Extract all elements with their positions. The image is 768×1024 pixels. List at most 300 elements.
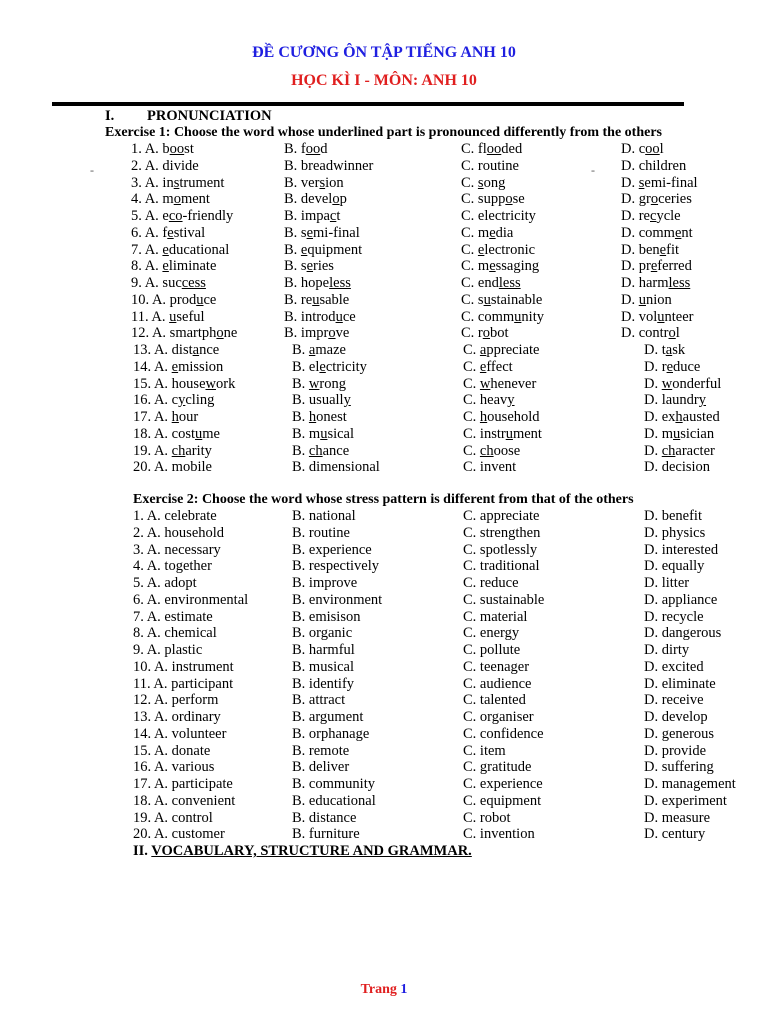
question-row <box>0 759 768 776</box>
page-number: 1 <box>400 982 408 997</box>
underlined-part: e <box>674 224 682 241</box>
option-b <box>284 208 340 225</box>
underlined-part: u <box>638 291 646 308</box>
option-a <box>131 275 206 292</box>
word-part: -friendly <box>182 208 234 224</box>
underlined-part: e <box>167 224 174 241</box>
word-part: C. <box>463 409 480 425</box>
option-b <box>292 409 347 426</box>
option-b <box>284 158 373 175</box>
question-row <box>0 793 768 810</box>
underlined-part: u <box>195 425 203 442</box>
underlined-part: oo <box>645 141 660 157</box>
underlined-part: y <box>178 392 186 409</box>
option-d <box>621 225 693 242</box>
underlined-part: e <box>171 358 179 375</box>
option-b: B. distance <box>292 809 357 826</box>
word-part: C. heav <box>463 392 508 409</box>
word-part: dia <box>495 224 514 241</box>
option-b: B. orphanage <box>292 725 370 742</box>
option-a <box>131 158 199 175</box>
option-a <box>131 242 229 259</box>
option-b: B. musical <box>292 658 355 675</box>
word-part: D. harm <box>621 275 669 291</box>
option-d <box>621 175 698 192</box>
word-part: ctricity <box>325 358 367 375</box>
underlined-part: h <box>675 409 683 425</box>
section-heading-pronunciation <box>105 108 272 125</box>
underlined-part: e <box>489 224 496 241</box>
option-c <box>463 359 513 376</box>
underlined-part: ch <box>661 442 676 459</box>
word-part: 1. A. b <box>131 141 170 157</box>
word-part: ong <box>483 174 506 191</box>
word-part: ycle <box>656 208 681 224</box>
option-a: 12. A. perform <box>133 692 219 709</box>
word-part: B. <box>284 241 301 258</box>
option-b <box>292 426 354 443</box>
word-part: ceries <box>658 191 692 208</box>
option-c <box>461 292 542 309</box>
underlined-part: u <box>320 425 328 442</box>
word-part: arity <box>185 442 212 459</box>
underlined-part: e <box>306 258 314 275</box>
option-d <box>621 325 680 342</box>
question-row <box>0 409 768 426</box>
exercise-2-title: Exercise 2: Choose the word whose stress pattern is different from that of the others <box>133 492 634 507</box>
word-part: B. impr <box>284 325 329 342</box>
word-part: C. electricity <box>461 208 536 224</box>
word-part: C. <box>463 442 480 459</box>
question-row <box>0 592 768 609</box>
underlined-part: s <box>638 174 645 191</box>
option-d: D. physics <box>644 524 706 541</box>
underlined-part: a <box>192 342 200 358</box>
question-row <box>0 191 768 208</box>
option-d: D. recycle <box>644 608 704 625</box>
question-row <box>0 642 768 659</box>
word-part: C. instr <box>463 425 506 442</box>
underlined-part: ch <box>479 442 494 459</box>
underlined-part: less <box>329 275 351 291</box>
option-d <box>644 376 721 393</box>
word-part: sician <box>680 425 715 442</box>
option-d: D. litter <box>644 575 690 591</box>
question-row <box>0 426 768 443</box>
question-row <box>0 810 768 827</box>
option-d: D. excited <box>644 658 704 675</box>
word-part: nce <box>199 342 220 358</box>
underlined-part: oo <box>305 141 321 157</box>
option-b: B. emisison <box>292 608 361 625</box>
option-b: B. national <box>292 508 356 524</box>
underlined-part: oo <box>169 141 185 157</box>
word-part: 5. A. e <box>131 208 169 224</box>
option-b <box>284 191 347 208</box>
word-part: lectronic <box>484 241 536 258</box>
underlined-part: ch <box>308 442 323 459</box>
word-part: 6. A. f <box>131 224 168 241</box>
option-a <box>131 191 210 208</box>
underlined-part: e <box>666 358 673 375</box>
word-part: 2. A. divide <box>131 157 199 174</box>
question-row <box>0 609 768 626</box>
option-a <box>131 258 216 275</box>
option-d: D. experiment <box>644 792 727 809</box>
question-row <box>0 625 768 642</box>
question-row <box>0 659 768 676</box>
option-b: B. respectively <box>292 558 379 575</box>
option-c <box>461 175 505 192</box>
word-part: d <box>320 141 328 157</box>
option-c <box>461 208 536 225</box>
option-c: C. invention <box>463 826 535 843</box>
option-b <box>284 258 334 275</box>
underlined-part: e <box>659 241 667 258</box>
option-b <box>284 325 349 342</box>
word-part: 11. A. <box>131 308 170 325</box>
underlined-part: h <box>479 409 488 425</box>
option-b <box>292 342 346 359</box>
option-c: C. traditional <box>463 558 540 575</box>
option-d: D. measure <box>644 809 711 826</box>
option-d: D. interested <box>644 541 719 558</box>
option-c: C. pollute <box>463 642 521 658</box>
option-a: 5. A. adopt <box>133 575 197 591</box>
word-part: B. <box>292 375 309 392</box>
question-row <box>0 242 768 259</box>
word-part: 10. A. prod <box>131 291 197 308</box>
underlined-part: o <box>505 191 513 208</box>
option-d <box>621 141 664 158</box>
underlined-part: c <box>329 208 337 224</box>
option-c: C. appreciate <box>463 508 540 524</box>
option-c <box>461 258 539 275</box>
option-a <box>133 426 220 443</box>
underlined-part: y <box>343 392 351 409</box>
underlined-part: s <box>173 174 180 191</box>
option-c <box>463 376 536 393</box>
question-row <box>0 676 768 693</box>
underlined-part: o <box>328 325 336 342</box>
option-a <box>131 292 216 309</box>
word-part: C. end <box>461 275 499 291</box>
word-part: ppreciate <box>486 342 540 358</box>
underlined-part: e <box>319 358 326 375</box>
word-part: ion <box>325 174 344 191</box>
underlined-part: oo <box>486 141 502 157</box>
title-divider <box>52 102 684 106</box>
word-part: D. children <box>621 157 687 174</box>
option-b: B. argument <box>292 709 364 725</box>
underlined-part: u <box>483 291 491 308</box>
option-c <box>463 443 520 460</box>
option-b <box>284 292 349 309</box>
section-number: I. <box>105 108 115 124</box>
word-part: ve <box>335 325 350 342</box>
underlined-part: e <box>300 241 308 258</box>
word-part: nt <box>681 224 693 241</box>
word-part: me <box>202 425 220 442</box>
word-part: D. t <box>644 342 666 358</box>
option-c <box>463 426 542 443</box>
underlined-part: u <box>514 308 522 325</box>
word-part: D. m <box>644 425 673 442</box>
question-row <box>0 275 768 292</box>
option-c: C. audience <box>463 675 532 692</box>
underlined-part: u <box>196 291 204 308</box>
question-row <box>0 508 768 525</box>
word-part: ance <box>322 442 350 459</box>
option-b: B. educational <box>292 792 376 809</box>
question-row <box>0 258 768 275</box>
option-d <box>621 158 686 175</box>
footer-label: Trang <box>360 982 397 997</box>
word-part: B. <box>292 342 309 358</box>
option-a <box>133 342 219 359</box>
question-row <box>0 776 768 793</box>
option-b <box>284 225 360 242</box>
option-c <box>463 409 540 426</box>
option-c: C. confidence <box>463 725 544 742</box>
word-part: B. devel <box>284 191 333 208</box>
option-a: 13. A. ordinary <box>133 709 221 725</box>
section-title: VOCABULARY, STRUCTURE AND GRAMMAR. <box>151 843 472 859</box>
option-c: C. teenager <box>463 658 530 675</box>
underlined-part: u <box>169 308 177 325</box>
word-part: D. pr <box>621 258 651 275</box>
option-d <box>621 208 681 225</box>
underlined-part: u <box>312 291 320 308</box>
word-part: D. <box>621 291 639 308</box>
option-d <box>644 409 720 426</box>
word-part: C. m <box>461 224 490 241</box>
word-part: D. comm <box>621 224 675 241</box>
word-part: B. <box>292 409 309 425</box>
word-part: nion <box>645 291 672 308</box>
word-part: ce <box>342 308 356 325</box>
option-a <box>131 225 205 242</box>
word-part: stival <box>173 224 206 241</box>
word-part: sable <box>319 291 350 308</box>
underlined-part: e <box>650 258 658 275</box>
option-a: 19. A. control <box>133 809 213 826</box>
word-part: D. re <box>621 208 650 224</box>
word-part: B. dimensional <box>292 459 380 476</box>
word-part: 18. A. cost <box>133 425 196 442</box>
word-part: mission <box>178 358 224 375</box>
option-b <box>292 459 380 476</box>
word-part: 8. A. <box>131 258 163 275</box>
option-b: B. community <box>292 776 375 792</box>
word-part: aracter <box>675 442 715 459</box>
word-part: B. introd <box>284 308 336 325</box>
word-part: onest <box>316 409 347 425</box>
section-title: PRONUNCIATION <box>147 108 272 124</box>
word-part: C. fl <box>461 141 487 157</box>
underlined-part: e <box>477 241 485 258</box>
option-b: B. remote <box>292 742 350 759</box>
word-part: st <box>184 141 194 157</box>
option-b: B. routine <box>292 524 350 541</box>
word-part: B. hope <box>284 275 330 291</box>
word-part: B. f <box>284 141 306 157</box>
option-c <box>461 242 535 259</box>
option-b: B. attract <box>292 692 346 709</box>
underlined-part: y <box>507 392 515 409</box>
word-part: breadwinner <box>300 157 374 174</box>
option-d: D. benefit <box>644 508 702 524</box>
word-part: ce <box>203 291 217 308</box>
option-a: 7. A. estimate <box>133 608 213 625</box>
option-c: C. talented <box>463 692 526 709</box>
stray-mark: - <box>90 163 94 177</box>
option-c <box>461 191 525 208</box>
word-part: ducational <box>168 241 230 258</box>
word-part: 19. A. <box>133 442 172 459</box>
option-a <box>131 325 237 342</box>
option-c: C. experience <box>463 776 543 792</box>
word-part: sical <box>327 425 355 442</box>
underlined-part: ch <box>171 442 186 459</box>
underlined-part: y <box>698 392 707 409</box>
option-b <box>292 376 346 393</box>
underlined-part: o <box>332 191 340 208</box>
question-row <box>0 743 768 760</box>
word-part: C. s <box>461 291 484 308</box>
option-a: 17. A. participate <box>133 776 233 792</box>
word-part: ment <box>180 191 210 208</box>
underlined-part: e <box>489 258 496 275</box>
option-d: D. century <box>644 826 706 843</box>
question-row <box>0 542 768 559</box>
question-row <box>0 826 768 843</box>
option-a: 20. A. customer <box>133 826 225 843</box>
option-c <box>463 342 540 359</box>
option-d: D. dirty <box>644 642 690 658</box>
underlined-part: less <box>668 275 691 291</box>
option-d <box>644 392 706 409</box>
option-d <box>621 191 692 208</box>
option-c: C. strengthen <box>463 524 541 541</box>
option-d <box>644 342 685 359</box>
option-a: 8. A. chemical <box>133 625 217 642</box>
option-a <box>131 208 233 225</box>
question-row <box>0 141 768 158</box>
option-d <box>644 443 715 460</box>
word-part: t <box>336 208 341 224</box>
word-part: C. supp <box>461 191 506 208</box>
option-c: C. robot <box>463 809 511 826</box>
underlined-part: e <box>306 224 314 241</box>
word-part: B. m <box>292 425 321 442</box>
word-part: austed <box>682 409 720 425</box>
option-c <box>463 392 515 409</box>
word-part: our <box>178 409 199 425</box>
word-part: oose <box>493 442 521 459</box>
option-a <box>131 141 194 158</box>
question-row <box>0 726 768 743</box>
option-a <box>133 359 223 376</box>
word-part: ne <box>223 325 238 342</box>
word-part: B. impa <box>284 208 330 224</box>
option-a <box>133 392 214 409</box>
word-part: B. re <box>284 291 313 308</box>
option-d: D. receive <box>644 692 704 709</box>
word-part: D. vol <box>621 308 658 325</box>
option-b <box>284 175 344 192</box>
word-part: C. <box>461 174 478 191</box>
word-part: 14. A. <box>133 358 172 375</box>
underlined-part: cess <box>181 275 206 291</box>
option-a <box>133 409 198 426</box>
question-row <box>0 158 768 175</box>
option-c: C. item <box>463 742 506 759</box>
word-part: D. ben <box>621 241 660 258</box>
word-part: B. ver <box>284 174 320 191</box>
word-part: ssaging <box>495 258 540 275</box>
word-part: C. comm <box>461 308 515 325</box>
word-part: l <box>675 325 680 342</box>
underlined-part: s <box>319 174 326 191</box>
option-b <box>284 242 362 259</box>
underlined-part: w <box>479 375 491 392</box>
underlined-part: u <box>335 308 343 325</box>
word-part: onderful <box>672 375 722 392</box>
word-part: C. r <box>461 325 483 342</box>
option-d <box>644 459 710 476</box>
word-part: 16. A. c <box>133 392 179 409</box>
underlined-part: w <box>661 375 673 392</box>
question-row <box>0 392 768 409</box>
word-part: ries <box>313 258 334 275</box>
option-a: 6. A. environmental <box>133 591 249 608</box>
word-part: ferred <box>657 258 692 275</box>
option-c: C. organiser <box>463 709 534 725</box>
document-subtitle: HỌC KÌ I - MÔN: ANH 10 <box>291 72 477 89</box>
question-row <box>0 175 768 192</box>
option-a: 18. A. convenient <box>133 792 236 809</box>
word-part: D. contr <box>621 325 669 342</box>
option-d: D. generous <box>644 725 715 742</box>
question-row <box>0 208 768 225</box>
underlined-part: a <box>665 342 673 358</box>
question-row <box>0 309 768 326</box>
word-part: nteer <box>664 308 694 325</box>
option-c: C. material <box>463 608 528 625</box>
option-c: C. gratitude <box>463 759 532 776</box>
option-a <box>133 376 235 393</box>
option-b: B. identify <box>292 675 355 692</box>
word-part: se <box>512 191 525 208</box>
option-c <box>463 459 516 476</box>
option-c: C. energy <box>463 625 520 642</box>
question-row <box>0 525 768 542</box>
option-d <box>644 359 700 376</box>
option-d: D. develop <box>644 709 708 725</box>
word-part: 12. A. smartph <box>131 325 217 342</box>
option-d: D. management <box>644 776 736 792</box>
option-a <box>131 309 205 326</box>
word-part: ment <box>512 425 542 442</box>
underlined-part: e <box>479 358 487 375</box>
word-part: rong <box>319 375 346 392</box>
word-part: 15. A. house <box>133 375 206 392</box>
option-d: D. suffering <box>644 759 714 776</box>
word-part: B. <box>292 442 309 459</box>
underlined-part: h <box>171 409 179 425</box>
word-part: B. usuall <box>292 392 344 409</box>
